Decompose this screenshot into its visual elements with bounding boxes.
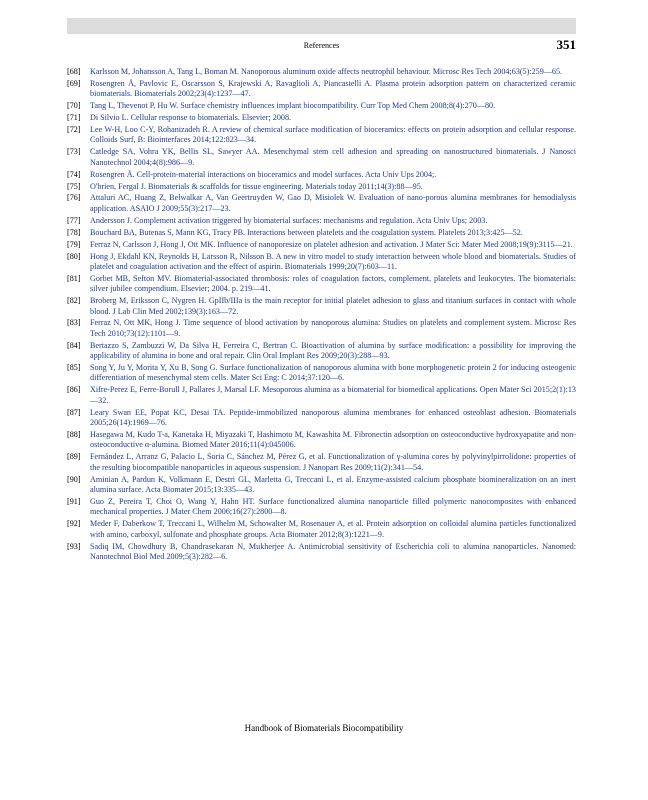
footer-book-title: Handbook of Biomaterials Biocompatibility: [244, 723, 404, 733]
reference-item: [67, 228, 576, 238]
reference-text[interactable]: Leary Swan EE, Popat KC, Desai TA. Peptide-immobilized nanoporous alumina membranes for enhanced osteoblast adhesion. Biomaterials 2005;26(14):1969—76.: [90, 407, 576, 428]
reference-number: [81]: [67, 273, 81, 283]
reference-text[interactable]: Gorbet MB, Sefton MV. Biomaterial-associated thrombosis: roles of coagulation factors, complement, platelets and leukocytes. The biomaterials: silver jubilee compendium. Elsevier; 2004. p. 219—41.: [90, 273, 576, 294]
page-number: 351: [556, 37, 576, 52]
reference-number: [84]: [67, 340, 81, 350]
reference-list: [67, 67, 576, 564]
reference-item: [67, 182, 576, 192]
reference-number: [71]: [67, 113, 81, 123]
reference-item: [67, 542, 576, 563]
reference-item: [67, 475, 576, 496]
reference-text[interactable]: Guo Z, Pereira T, Choi O, Wang Y, Hahn HT. Surface functionalized alumina nanoparticle filled polymeric nanocomposites with enhanced mechanical properties. J Mater Chem 2006;16(27):2800—8.: [90, 496, 576, 517]
reference-text[interactable]: Hasegawa M, Kudo T-a, Kanetaka H, Miyazaki T, Hashimoto M, Kawashita M. Fibronectin adsorption on osteoconductive hydroxyapatite and non-osteoconductive α-alumina. Biomed Mater 2016;11(4):045006.: [90, 430, 576, 450]
reference-text[interactable]: Attaluri AC, Huang Z, Belwalkar A, Van Geertruyden W, Gao D, Misiolek W. Evaluation of nano-porous alumina membranes for hemodialysis application. ASAIO J 2009;55(3):217—23.: [90, 193, 576, 213]
reference-number: [86]: [67, 385, 81, 395]
reference-item: [67, 101, 576, 111]
header-bar: [67, 18, 576, 34]
reference-item: [67, 125, 576, 146]
reference-item: [67, 79, 576, 100]
reference-text[interactable]: Ferraz N, Carlsson J, Hong J, Ott MK. Influence of nanoporesize on platelet adhesion and activation. J Mater Sci: Mater Med 2008;19(9):3115—21.: [90, 239, 573, 249]
reference-item: [67, 147, 576, 168]
reference-item: [67, 296, 576, 317]
reference-item: [67, 430, 576, 451]
reference-text[interactable]: O'brien, Fergal J. Biomaterials & scaffolds for tissue engineering. Materials today 2011;14(3):88—95.: [90, 181, 423, 191]
reference-text[interactable]: Rosengren Å, Pavlovic E, Oscarsson S, Krajewski A, Ravaglioli A, Piancastelli A. Plasma protein adsorption pattern on characterized ceramic biomaterials. Biomaterials 2002;23(4):1237—47.: [90, 78, 576, 99]
reference-number: [93]: [67, 541, 81, 551]
reference-item: [67, 193, 576, 214]
reference-item: [67, 67, 576, 77]
reference-number: [92]: [67, 519, 81, 529]
reference-number: [87]: [67, 407, 81, 417]
reference-number: [90]: [67, 474, 81, 484]
reference-number: [69]: [67, 78, 81, 88]
reference-number: [72]: [67, 125, 81, 135]
reference-text[interactable]: Meder F, Daberkow T, Treccani L, Wilhelm M, Schowalter M, Rosenauer A, et al. Protein adsorption on colloidal alumina particles functionalized with amino, carboxyl, sulfonate and phosphate groups. Acta Biomater 2012;8(3):1221—9.: [90, 519, 576, 539]
reference-number: [83]: [67, 318, 81, 328]
reference-text[interactable]: Catledge SA, Vohra YK, Bellis SL, Sawyer AA. Mesenchymal stem cell adhesion and spreading on nanostructured biomaterials. J Nanosci Nanotechnol 2004;4(8):986—9.: [90, 147, 576, 167]
reference-item: [67, 519, 576, 540]
reference-number: [82]: [67, 296, 81, 306]
reference-item: [67, 113, 576, 123]
reference-text[interactable]: Bertazzo S, Zambuzzi W, Da Silva H, Ferreira C, Bertran C. Bioactivation of alumina by surface modification: a possibility for improving the applicability of alumina in bone and oral repair. Clin Oral Implant Res 2009;20(3):288—93.: [90, 340, 576, 361]
reference-text[interactable]: Xifre-Perez E, Ferre-Borull J, Pallares J, Marsal LF. Mesoporous alumina as a biomaterial for biomedical applications. Open Mater Sci 2015;2(1):13—32.: [90, 385, 576, 405]
reference-number: [88]: [67, 430, 81, 439]
reference-item: [67, 497, 576, 518]
reference-number: [73]: [67, 147, 81, 157]
reference-item: [67, 240, 576, 250]
reference-item: [67, 216, 576, 226]
reference-text[interactable]: Tang L, Thevenot P, Hu W. Surface chemistry influences implant biocompatibility. Curr Top Med Chem 2008;8(4):270—80.: [90, 101, 496, 111]
reference-number: [77]: [67, 215, 81, 225]
reference-text[interactable]: Hong J, Ekdahl KN, Reynolds H, Larsson R, Nilsson B. A new in vitro model to study interaction between whole blood and biomaterials. Studies of platelet and coagulation activation and the effect of aspirin. Biomaterials 1999;20(7):603—11.: [90, 251, 576, 271]
reference-text[interactable]: Sadiq IM, Chowdhury B, Chandrasekaran N, Mukherjee A. Antimicrobial sensitivity of Escherichia coli to alumina nanoparticles. Nanomed: Nanotechnol Biol Med 2009;5(3):282—6.: [90, 541, 576, 561]
reference-text[interactable]: Ferraz N, Ott MK, Hong J. Time sequence of blood activation by nanoporous alumina: Studies on platelets and complement system. Microsc Res Tech 2010;73(12):1101—9.: [90, 318, 576, 338]
reference-item: [67, 385, 576, 406]
reference-item: [67, 452, 576, 473]
reference-item: [67, 170, 576, 180]
reference-text[interactable]: Di Silvio L. Cellular response to biomaterials. Elsevier; 2008.: [90, 113, 292, 123]
reference-number: [80]: [67, 251, 81, 261]
reference-number: [70]: [67, 101, 81, 111]
reference-number: [76]: [67, 193, 81, 203]
reference-number: [79]: [67, 239, 81, 249]
reference-item: [67, 318, 576, 339]
reference-item: [67, 252, 576, 273]
reference-text[interactable]: Lee W-H, Loo C-Y, Rohanizadeh R. A review of chemical surface modification of bioceramics: effects on protein adsorption and cellular response. Colloids Surf, B: Biointerfaces 2014;122:823—34.: [90, 125, 576, 145]
running-title: References: [303, 41, 340, 50]
reference-number: [85]: [67, 363, 81, 373]
reference-text[interactable]: Aminian A, Pardun K, Volkmann E, Destri GL, Marletta G, Treccani L, et al. Enzyme-assisted calcium phosphate biomineralization on an inert alumina surface. Acta Biomater 2015;13:335—43.: [90, 474, 576, 495]
reference-text[interactable]: Andersson J. Complement activation triggered by biomaterial surfaces: mechanisms and regulation. Acta Univ Ups; 2003.: [90, 215, 488, 225]
reference-text[interactable]: Bouchard BA, Butenas S, Mann KG, Tracy PB. Interactions between platelets and the coagulation system. Platelets 2013;3:425—52.: [90, 227, 523, 237]
reference-text[interactable]: Fernández L, Arranz G, Palacio L, Soria C, Sánchez M, Pérez G, et al. Functionalization of γ-alumina cores by polyvinylpirrolidone: properties of the resulting biocompatible nanoparticles in aqueous suspension. J Nanopart Res 2009;11(2):341—54.: [90, 452, 576, 472]
reference-number: [91]: [67, 496, 81, 506]
reference-item: [67, 341, 576, 362]
reference-number: [68]: [67, 67, 81, 76]
reference-number: [74]: [67, 169, 81, 179]
reference-number: [75]: [67, 181, 81, 191]
reference-text[interactable]: Broberg M, Eriksson C, Nygren H. GpIIb/IIIa is the main receptor for initial platelet adhesion to glass and titanium surfaces in contact with whole blood. J Lab Clin Med 2002;139(3):163—72.: [90, 296, 576, 316]
reference-item: [67, 274, 576, 295]
reference-text[interactable]: Song Y, Ju Y, Morita Y, Xu B, Song G. Surface functionalization of nanoporous alumina with bone morphogenetic protein 2 for inducing osteogenic differentiation of mesenchymal stem cells. Mater Sci Eng: C 2014;37:120—6.: [90, 363, 576, 383]
reference-item: [67, 408, 576, 429]
reference-item: [67, 363, 576, 384]
reference-number: [89]: [67, 452, 81, 462]
running-head: [67, 37, 576, 54]
reference-text[interactable]: Rosengren Å. Cell-protein-material interactions on bioceramics and model surfaces. Acta Univ Ups 2004;.: [90, 169, 437, 179]
reference-text[interactable]: Karlsson M, Johansson A, Tang L, Boman M. Nanoporous aluminum oxide affects neutrophil behaviour. Microsc Res Tech 2004;63(5):259—65.: [90, 67, 563, 76]
reference-number: [78]: [67, 227, 81, 237]
